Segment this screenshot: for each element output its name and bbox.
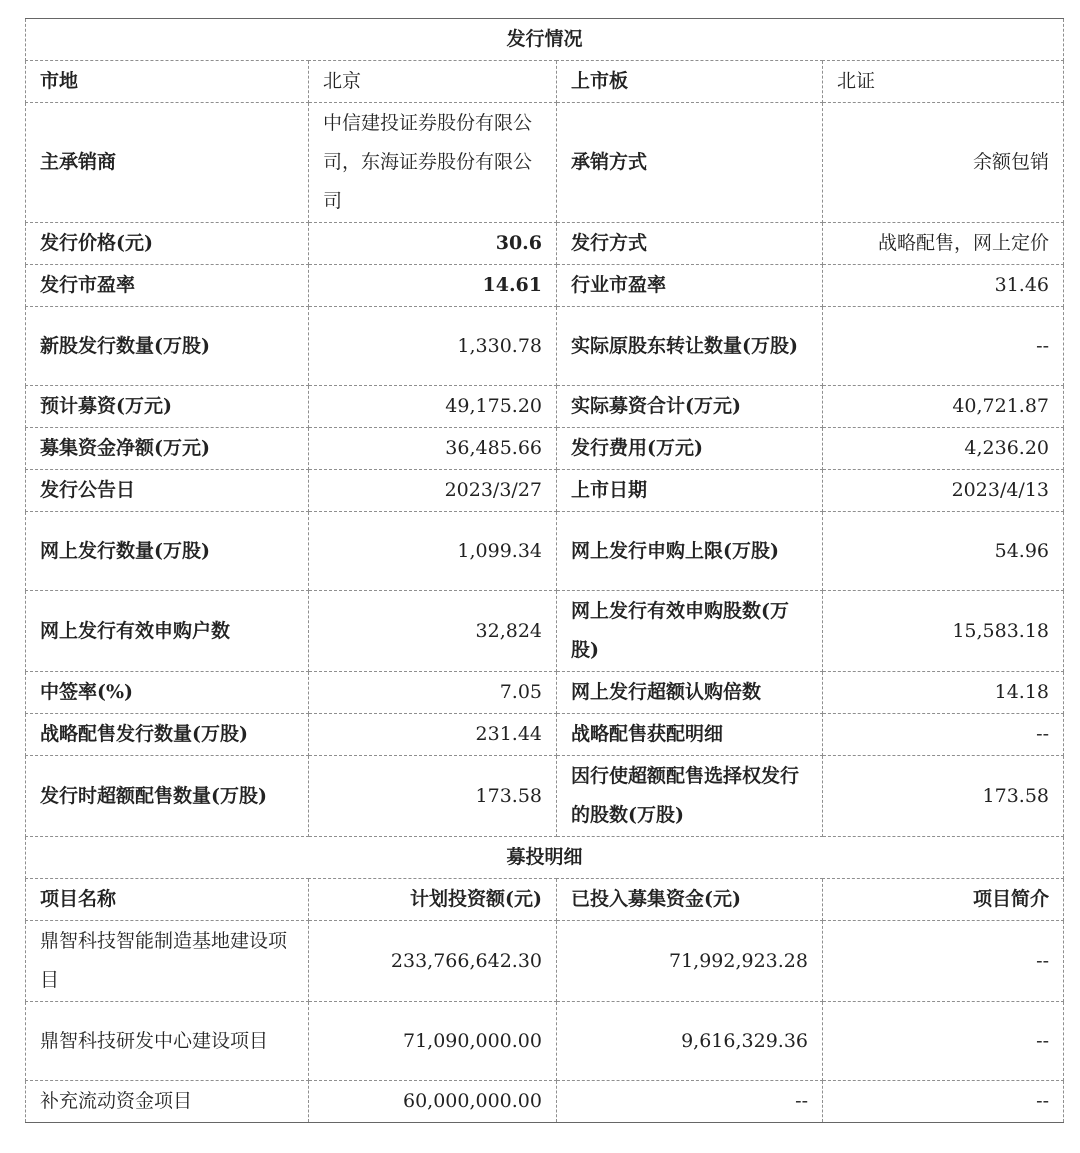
project-intro: --: [823, 1081, 1064, 1123]
field-label: 发行价格(元): [26, 223, 309, 265]
field-value: 54.96: [823, 512, 1064, 591]
table-row: [26, 512, 1064, 591]
column-header: 计划投资额(元): [309, 879, 557, 921]
invested-amount: --: [557, 1081, 823, 1123]
field-value: 31.46: [823, 265, 1064, 307]
field-value: 173.58: [823, 756, 1064, 837]
planned-amount: 60,000,000.00: [309, 1081, 557, 1123]
project-name: 鼎智科技智能制造基地建设项目: [26, 921, 309, 1002]
field-label: 承销方式: [557, 103, 823, 223]
field-label: 实际原股东转让数量(万股): [557, 307, 823, 386]
table-row: [26, 470, 1064, 512]
section-header-row: [26, 837, 1064, 879]
table-row: [26, 672, 1064, 714]
field-value: 4,236.20: [823, 428, 1064, 470]
field-value: 32,824: [309, 591, 557, 672]
field-label: 上市板: [557, 61, 823, 103]
field-value: 15,583.18: [823, 591, 1064, 672]
field-value: 余额包销: [823, 103, 1064, 223]
field-value: 36,485.66: [309, 428, 557, 470]
planned-amount: 71,090,000.00: [309, 1002, 557, 1081]
field-value: 北证: [823, 61, 1064, 103]
section-title-issuance: 发行情况: [26, 19, 1064, 61]
project-intro: --: [823, 921, 1064, 1002]
field-label: 网上发行申购上限(万股): [557, 512, 823, 591]
column-header: 项目名称: [26, 879, 309, 921]
field-value: 14.61: [309, 265, 557, 307]
field-label: 募集资金净额(万元): [26, 428, 309, 470]
section-title-proceeds: 募投明细: [26, 837, 1064, 879]
field-label: 网上发行有效申购股数(万股): [557, 591, 823, 672]
field-label: 网上发行有效申购户数: [26, 591, 309, 672]
field-value: 1,330.78: [309, 307, 557, 386]
table-row: [26, 265, 1064, 307]
invested-amount: 71,992,923.28: [557, 921, 823, 1002]
field-label: 中签率(%): [26, 672, 309, 714]
invested-amount: 9,616,329.36: [557, 1002, 823, 1081]
field-value: 2023/4/13: [823, 470, 1064, 512]
table-row: [26, 61, 1064, 103]
table-row: [26, 103, 1064, 223]
field-value: 30.6: [309, 223, 557, 265]
field-value: 7.05: [309, 672, 557, 714]
table-row: [26, 307, 1064, 386]
table-row: [26, 1002, 1064, 1081]
field-label: 战略配售获配明细: [557, 714, 823, 756]
table-row: [26, 756, 1064, 837]
field-label: 发行方式: [557, 223, 823, 265]
project-intro: --: [823, 1002, 1064, 1081]
table-row: [26, 223, 1064, 265]
field-label: 上市日期: [557, 470, 823, 512]
field-label: 市地: [26, 61, 309, 103]
field-label: 网上发行数量(万股): [26, 512, 309, 591]
field-value: 战略配售，网上定价: [823, 223, 1064, 265]
column-header: 已投入募集资金(元): [557, 879, 823, 921]
field-value: 14.18: [823, 672, 1064, 714]
section-header-row: [26, 19, 1064, 61]
field-label: 新股发行数量(万股): [26, 307, 309, 386]
field-label: 战略配售发行数量(万股): [26, 714, 309, 756]
field-label: 因行使超额配售选择权发行的股数(万股): [557, 756, 823, 837]
field-value: 1,099.34: [309, 512, 557, 591]
field-label: 网上发行超额认购倍数: [557, 672, 823, 714]
field-value: --: [823, 714, 1064, 756]
field-label: 发行时超额配售数量(万股): [26, 756, 309, 837]
field-value: 231.44: [309, 714, 557, 756]
field-label: 预计募资(万元): [26, 386, 309, 428]
field-label: 行业市盈率: [557, 265, 823, 307]
table-row: [26, 714, 1064, 756]
field-label: 发行市盈率: [26, 265, 309, 307]
field-value: 北京: [309, 61, 557, 103]
table-row: [26, 386, 1064, 428]
field-label: 发行公告日: [26, 470, 309, 512]
field-value: --: [823, 307, 1064, 386]
field-value: 2023/3/27: [309, 470, 557, 512]
table-row: [26, 1081, 1064, 1123]
field-value: 173.58: [309, 756, 557, 837]
column-header-row: [26, 879, 1064, 921]
project-name: 补充流动资金项目: [26, 1081, 309, 1123]
table-row: [26, 921, 1064, 1002]
field-label: 实际募资合计(万元): [557, 386, 823, 428]
table-row: [26, 428, 1064, 470]
ipo-info-table: [25, 18, 1064, 1123]
field-label: 主承销商: [26, 103, 309, 223]
table-row: [26, 591, 1064, 672]
planned-amount: 233,766,642.30: [309, 921, 557, 1002]
field-value: 49,175.20: [309, 386, 557, 428]
field-value: 中信建投证券股份有限公司，东海证券股份有限公司: [309, 103, 557, 223]
field-value: 40,721.87: [823, 386, 1064, 428]
project-name: 鼎智科技研发中心建设项目: [26, 1002, 309, 1081]
column-header: 项目简介: [823, 879, 1064, 921]
field-label: 发行费用(万元): [557, 428, 823, 470]
